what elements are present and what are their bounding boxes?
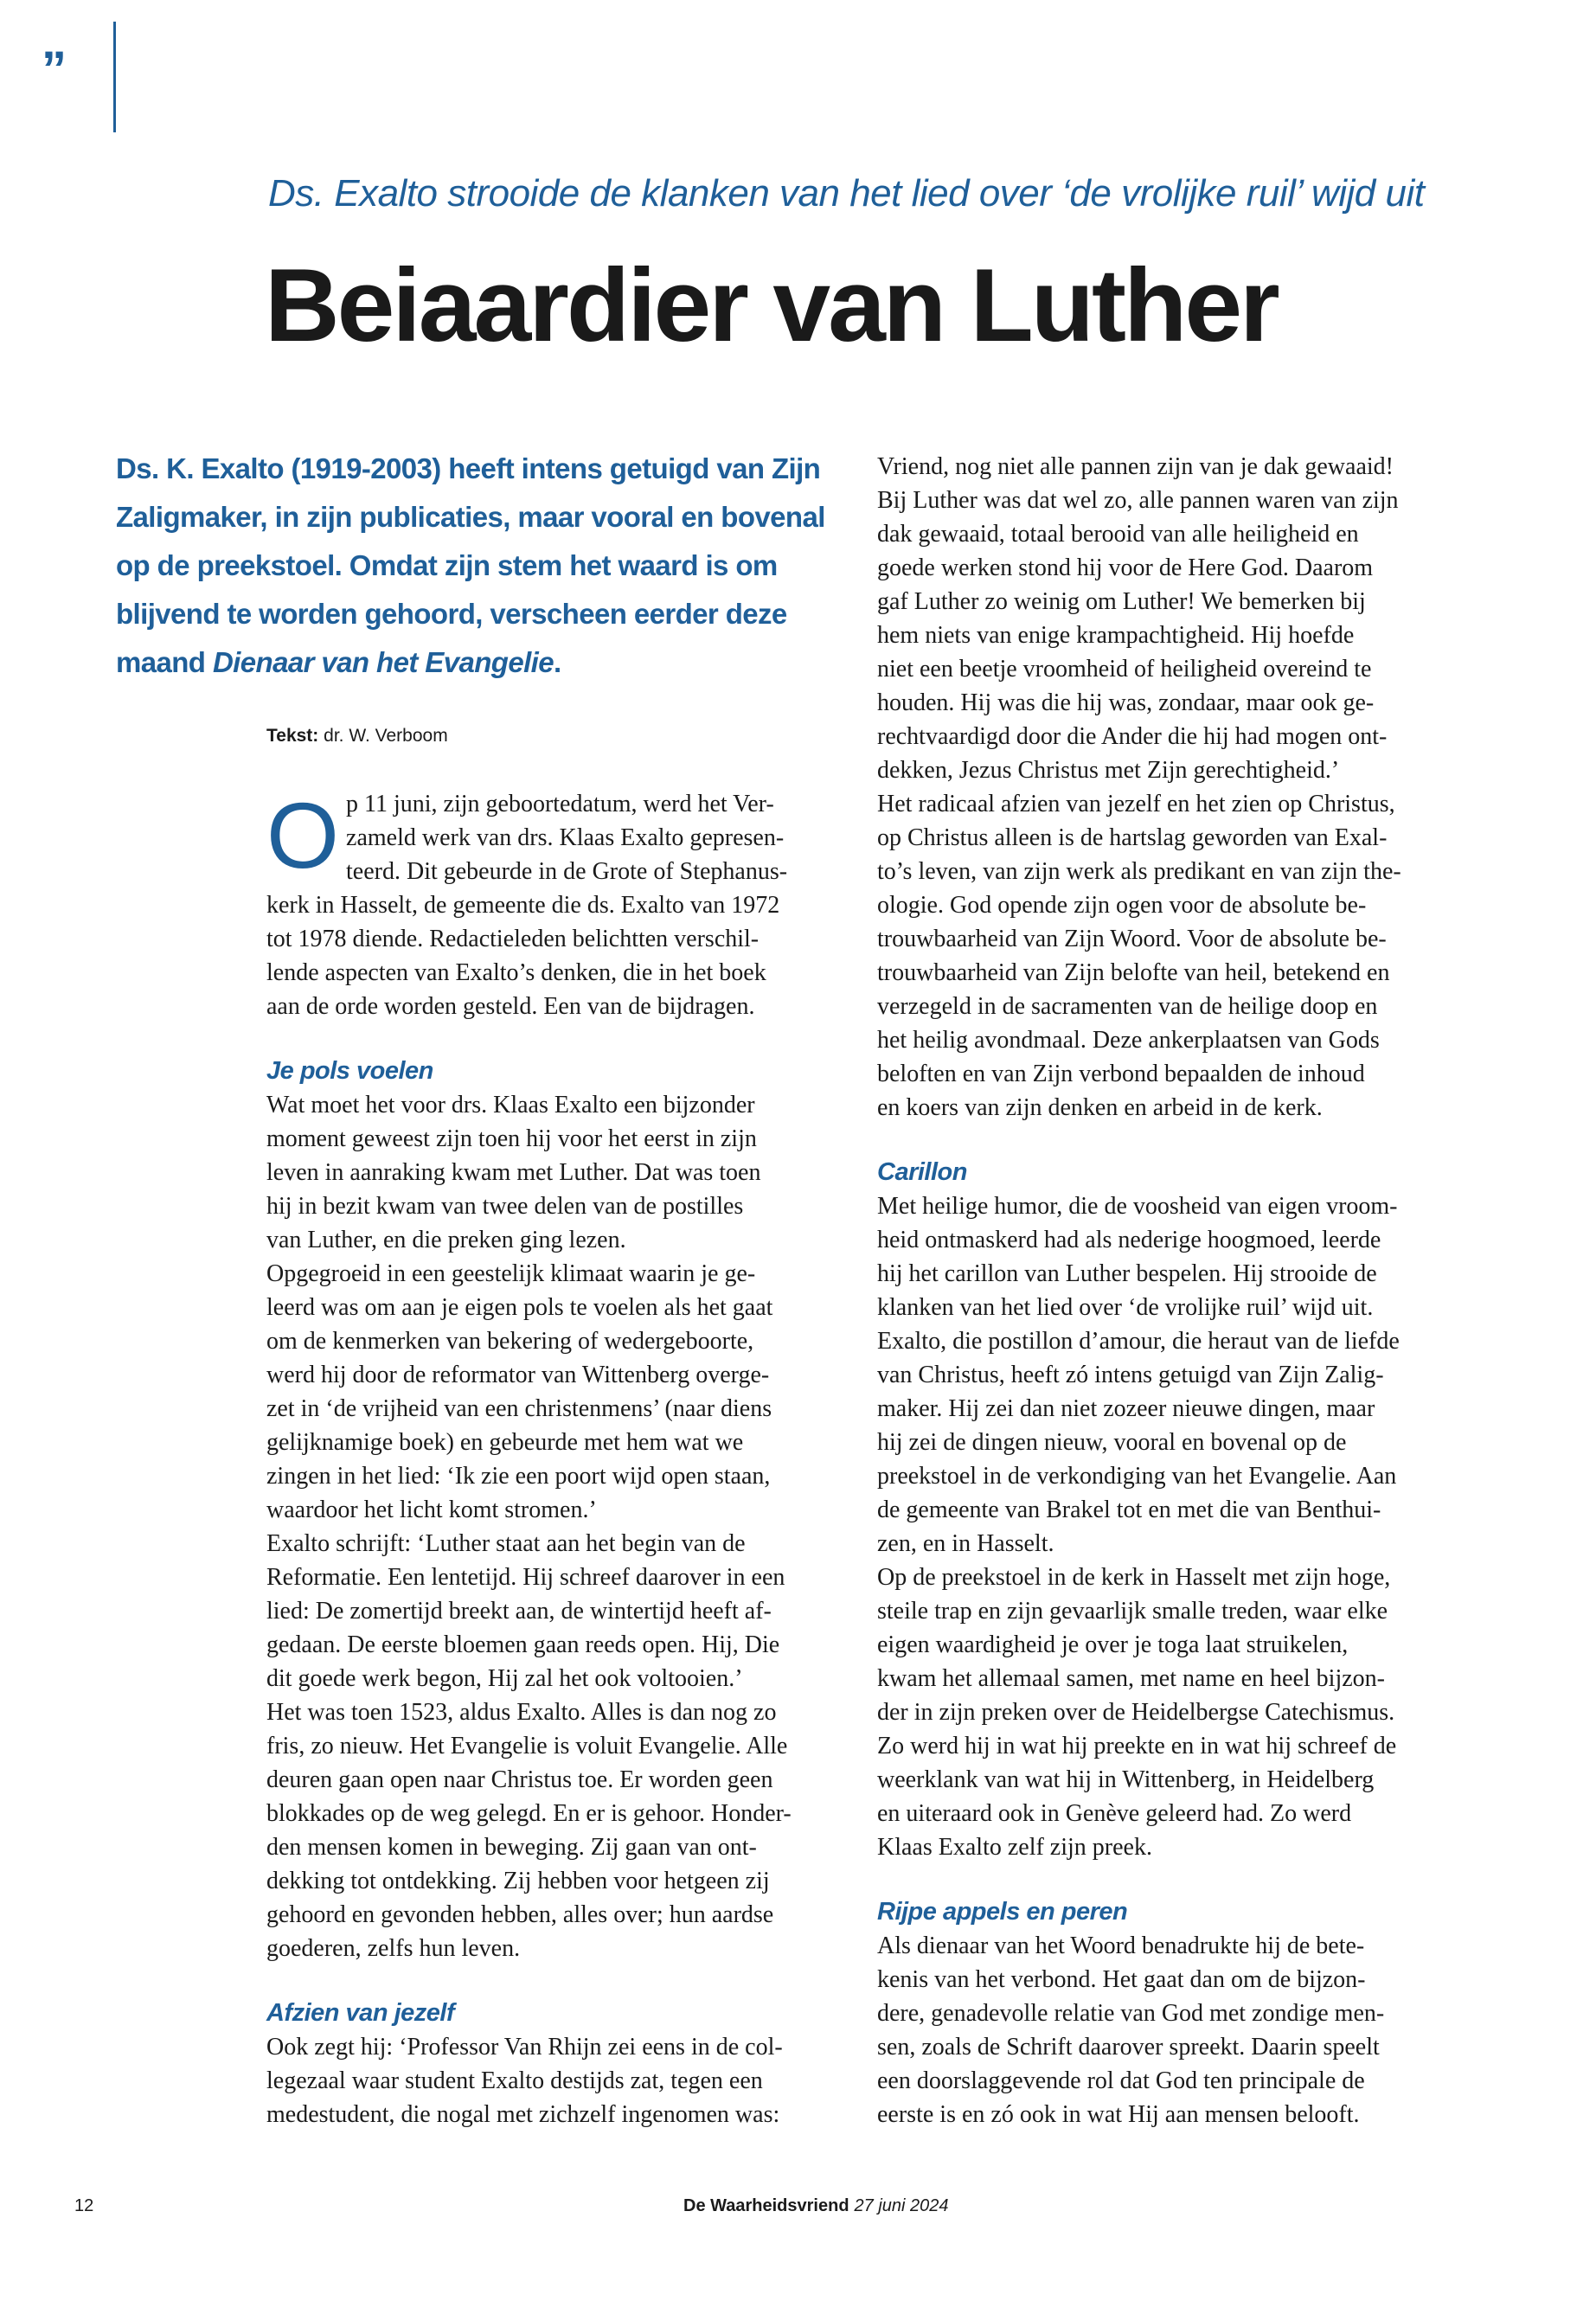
text-line: kerk in Hasselt, de gemeente die ds. Exalto van 1972 <box>266 892 780 919</box>
text-line: maker. Hij zei dan niet zozeer nieuwe dingen, maar <box>877 1395 1375 1422</box>
text-line: zameld werk van drs. Klaas Exalto gepresen- <box>346 824 785 851</box>
text-line: zet in ‘de vrijheid van een christenmens’ (naar diens <box>266 1395 772 1422</box>
text-line: Vriend, nog niet alle pannen zijn van je dak gewaaid! <box>877 453 1394 480</box>
text-line: aan de orde worden gesteld. Een van de bijdragen. <box>266 993 755 1020</box>
text-line: hij het carillon van Luther bespelen. Hij strooide de <box>877 1260 1377 1287</box>
text-line: Het radicaal afzien van jezelf en het zien op Christus, <box>877 791 1395 817</box>
text-line: gedaan. De eerste bloemen gaan reeds open. Hij, Die <box>266 1631 780 1658</box>
text-line: sen, zoals de Schrift daarover spreekt. Daarin speelt <box>877 2034 1380 2061</box>
text-line: Reformatie. Een lentetijd. Hij schreef daarover in een <box>266 1564 785 1591</box>
text-line: ologie. God opende zijn ogen voor de absolute be- <box>877 892 1367 919</box>
text-line: p 11 juni, zijn geboortedatum, werd het Ver- <box>346 791 774 817</box>
drop-cap: O <box>266 783 340 888</box>
byline-label: Tekst: <box>266 726 319 746</box>
text-line: Exalto schrijft: ‘Luther staat aan het begin van de <box>266 1530 746 1557</box>
section-heading: Je pols voelen <box>266 1057 433 1085</box>
text-line: dere, genadevolle relatie van God met zondige men- <box>877 2000 1385 2027</box>
text-line: klanken van het lied over ‘de vrolijke ruil’ wijd uit. <box>877 1294 1374 1321</box>
text-line: blokkades op de weg gelegd. En er is gehoor. Honder- <box>266 1800 792 1827</box>
text-line: Bij Luther was dat wel zo, alle pannen waren van zijn <box>877 487 1399 514</box>
text-line: Klaas Exalto zelf zijn preek. <box>877 1834 1152 1861</box>
intro-text: Ds. K. Exalto (1919-2003) heeft intens getuigd van Zijn Zaligmaker, in zijn publicaties, maar vooral en bovenal op de preekstoel. Omdat zijn stem het waard is om blijvend te worden gehoord, verscheen eerder deze maand <box>116 452 825 678</box>
text-line: to’s leven, van zijn werk als predikant en van zijn the- <box>877 858 1401 885</box>
footer-date: 27 juni 2024 <box>854 2196 949 2215</box>
text-line: medestudent, die nogal met zichzelf ingenomen was: <box>266 2101 780 2128</box>
text-line: den mensen komen in beweging. Zij gaan van ont- <box>266 1834 757 1861</box>
text-line: heid ontmaskerd had als nederige hoogmoed, leerde <box>877 1227 1381 1253</box>
text-line: dit goede werk begon, Hij zal het ook voltooien.’ <box>266 1665 743 1692</box>
byline <box>266 723 448 749</box>
text-line: Op de preekstoel in de kerk in Hasselt met zijn hoge, <box>877 1564 1391 1591</box>
text-line: waardoor het licht komt stromen.’ <box>266 1497 597 1523</box>
text-line: lende aspecten van Exalto’s denken, die in het boek <box>266 959 766 986</box>
text-line: der in zijn preken over de Heidelbergse Catechismus. <box>877 1699 1395 1726</box>
text-line: dekking tot ontdekking. Zij hebben voor hetgeen zij <box>266 1868 770 1894</box>
text-line: goederen, zelfs hun leven. <box>266 1935 521 1962</box>
text-line: hij in bezit kwam van twee delen van de postilles <box>266 1193 744 1220</box>
text-line: dekken, Jezus Christus met Zijn gerechtigheid.’ <box>877 757 1340 784</box>
text-line: hem niets van enige krampachtigheid. Hij hoefde <box>877 622 1355 649</box>
text-line: het heilig avondmaal. Deze ankerplaatsen van Gods <box>877 1027 1380 1054</box>
text-line: preekstoel in de verkondiging van het Evangelie. Aan <box>877 1463 1397 1490</box>
text-line: leven in aanraking kwam met Luther. Dat was toen <box>266 1159 761 1186</box>
text-line: moment geweest zijn toen hij voor het eerst in zijn <box>266 1125 757 1152</box>
text-line: lied: De zomertijd breekt aan, de wintertijd heeft af- <box>266 1598 772 1625</box>
text-line: Ook zegt hij: ‘Professor Van Rhijn zei eens in de col- <box>266 2034 783 2061</box>
text-line: van Luther, en die preken ging lezen. <box>266 1227 626 1253</box>
section-heading: Rijpe appels en peren <box>877 1898 1128 1926</box>
text-line: tot 1978 diende. Redactieleden belichtten verschil- <box>266 926 760 952</box>
text-line: Het was toen 1523, aldus Exalto. Alles is dan nog zo <box>266 1699 777 1726</box>
text-line: legezaal waar student Exalto destijds zat, tegen een <box>266 2067 763 2094</box>
text-line: de gemeente van Brakel tot en met die van Benthui- <box>877 1497 1381 1523</box>
text-line: trouwbaarheid van Zijn Woord. Voor de absolute be- <box>877 926 1387 952</box>
text-line: Exalto, die postillon d’amour, die heraut van de liefde <box>877 1328 1400 1355</box>
text-line: zingen in het lied: ‘Ik zie een poort wijd open staan, <box>266 1463 771 1490</box>
footer-magazine: De Waarheidsvriend <box>683 2196 849 2215</box>
text-line: eigen waardigheid je over je toga laat struikelen, <box>877 1631 1349 1658</box>
text-line: van Christus, heeft zó intens getuigd van Zijn Zalig- <box>877 1362 1384 1388</box>
intro-end: . <box>553 646 561 678</box>
text-line: op Christus alleen is de hartslag geworden van Exal- <box>877 824 1388 851</box>
left-text-column <box>266 783 835 2131</box>
text-line: Als dienaar van het Woord benadrukte hij de bete- <box>877 1932 1365 1959</box>
text-line: niet een beetje vroomheid of heiligheid overeind te <box>877 656 1372 683</box>
text-line: een doorslaggevende rol dat God ten principale de <box>877 2067 1365 2094</box>
section-heading: Carillon <box>877 1158 967 1186</box>
text-line: trouwbaarheid van Zijn belofte van heil, betekend en <box>877 959 1390 986</box>
paragraph-gap <box>266 1023 835 1054</box>
text-line: zen, en in Hasselt. <box>877 1530 1054 1557</box>
text-line: Wat moet het voor drs. Klaas Exalto een bijzonder <box>266 1092 755 1118</box>
text-line: en koers van zijn denken en arbeid in de kerk. <box>877 1094 1323 1121</box>
quote-mark-icon: ” <box>42 42 67 98</box>
article-intro <box>116 445 843 687</box>
paragraph-gap <box>266 1965 835 1997</box>
text-line: gehoord en gevonden hebben, alles over; hun aardse <box>266 1901 774 1928</box>
paragraph-gap <box>877 1864 1448 1895</box>
footer-masthead <box>683 2194 949 2218</box>
text-line: om de kenmerken van bekering of wedergeboorte, <box>266 1328 754 1355</box>
text-line: Met heilige humor, die de voosheid van eigen vroom- <box>877 1193 1398 1220</box>
text-line: kwam het allemaal samen, met name en heel bijzon- <box>877 1665 1385 1692</box>
text-line: werd hij door de reformator van Wittenberg overge- <box>266 1362 770 1388</box>
text-line: beloften en van Zijn verbond bepaalden de inhoud <box>877 1061 1365 1087</box>
text-line: steile trap en zijn gevaarlijk smalle treden, waar elke <box>877 1598 1388 1625</box>
text-line: fris, zo nieuw. Het Evangelie is voluit Evangelie. Alle <box>266 1733 788 1759</box>
text-line: houden. Hij was die hij was, zondaar, maar ook ge- <box>877 689 1375 716</box>
text-line: deuren gaan open naar Christus toe. Er worden geen <box>266 1766 773 1793</box>
text-line: rechtvaardigd door die Ander die hij had mogen ont- <box>877 723 1388 750</box>
paragraph-gap <box>877 1125 1448 1156</box>
text-line: gelijknamige boek) en gebeurde met hem wat we <box>266 1429 744 1456</box>
text-line: leerd was om aan je eigen pols te voelen als het gaat <box>266 1294 773 1321</box>
text-line: teerd. Dit gebeurde in de Grote of Stephanus- <box>346 858 788 885</box>
section-heading: Afzien van jezelf <box>266 1999 455 2027</box>
text-line: Zo werd hij in wat hij preekte en in wat hij schreef de <box>877 1733 1397 1759</box>
text-line: dak gewaaid, totaal berooid van alle heiligheid en <box>877 521 1359 548</box>
byline-author: dr. W. Verboom <box>324 726 448 746</box>
text-line: Opgegroeid in een geestelijk klimaat waarin je ge- <box>266 1260 756 1287</box>
text-line: en uiteraard ook in Genève geleerd had. Zo werd <box>877 1800 1352 1827</box>
text-line: weerklank van wat hij in Wittenberg, in Heidelberg <box>877 1766 1375 1793</box>
article-kicker: Ds. Exalto strooide de klanken van het lied over ‘de vrolijke ruil’ wijd uit <box>268 172 1425 215</box>
right-text-column <box>877 450 1448 2131</box>
text-line: goede werken stond hij voor de Here God. Daarom <box>877 554 1374 581</box>
text-line: gaf Luther zo weinig om Luther! We bemerken bij <box>877 588 1366 615</box>
intro-book-title: Dienaar van het Evangelie <box>212 646 554 678</box>
text-line: kenis van het verbond. Het gaat dan om de bijzon- <box>877 1966 1366 1993</box>
article-headline: Beiaardier van Luther <box>265 247 1278 363</box>
text-line: hij zei de dingen nieuw, vooral en bovenal op de <box>877 1429 1347 1456</box>
text-line: verzegeld in de sacramenten van de heilige doop en <box>877 993 1378 1020</box>
text-line: eerste is en zó ook in wat Hij aan mensen belooft. <box>877 2101 1360 2128</box>
page-number: 12 <box>74 2196 94 2215</box>
vertical-rule <box>113 22 116 132</box>
